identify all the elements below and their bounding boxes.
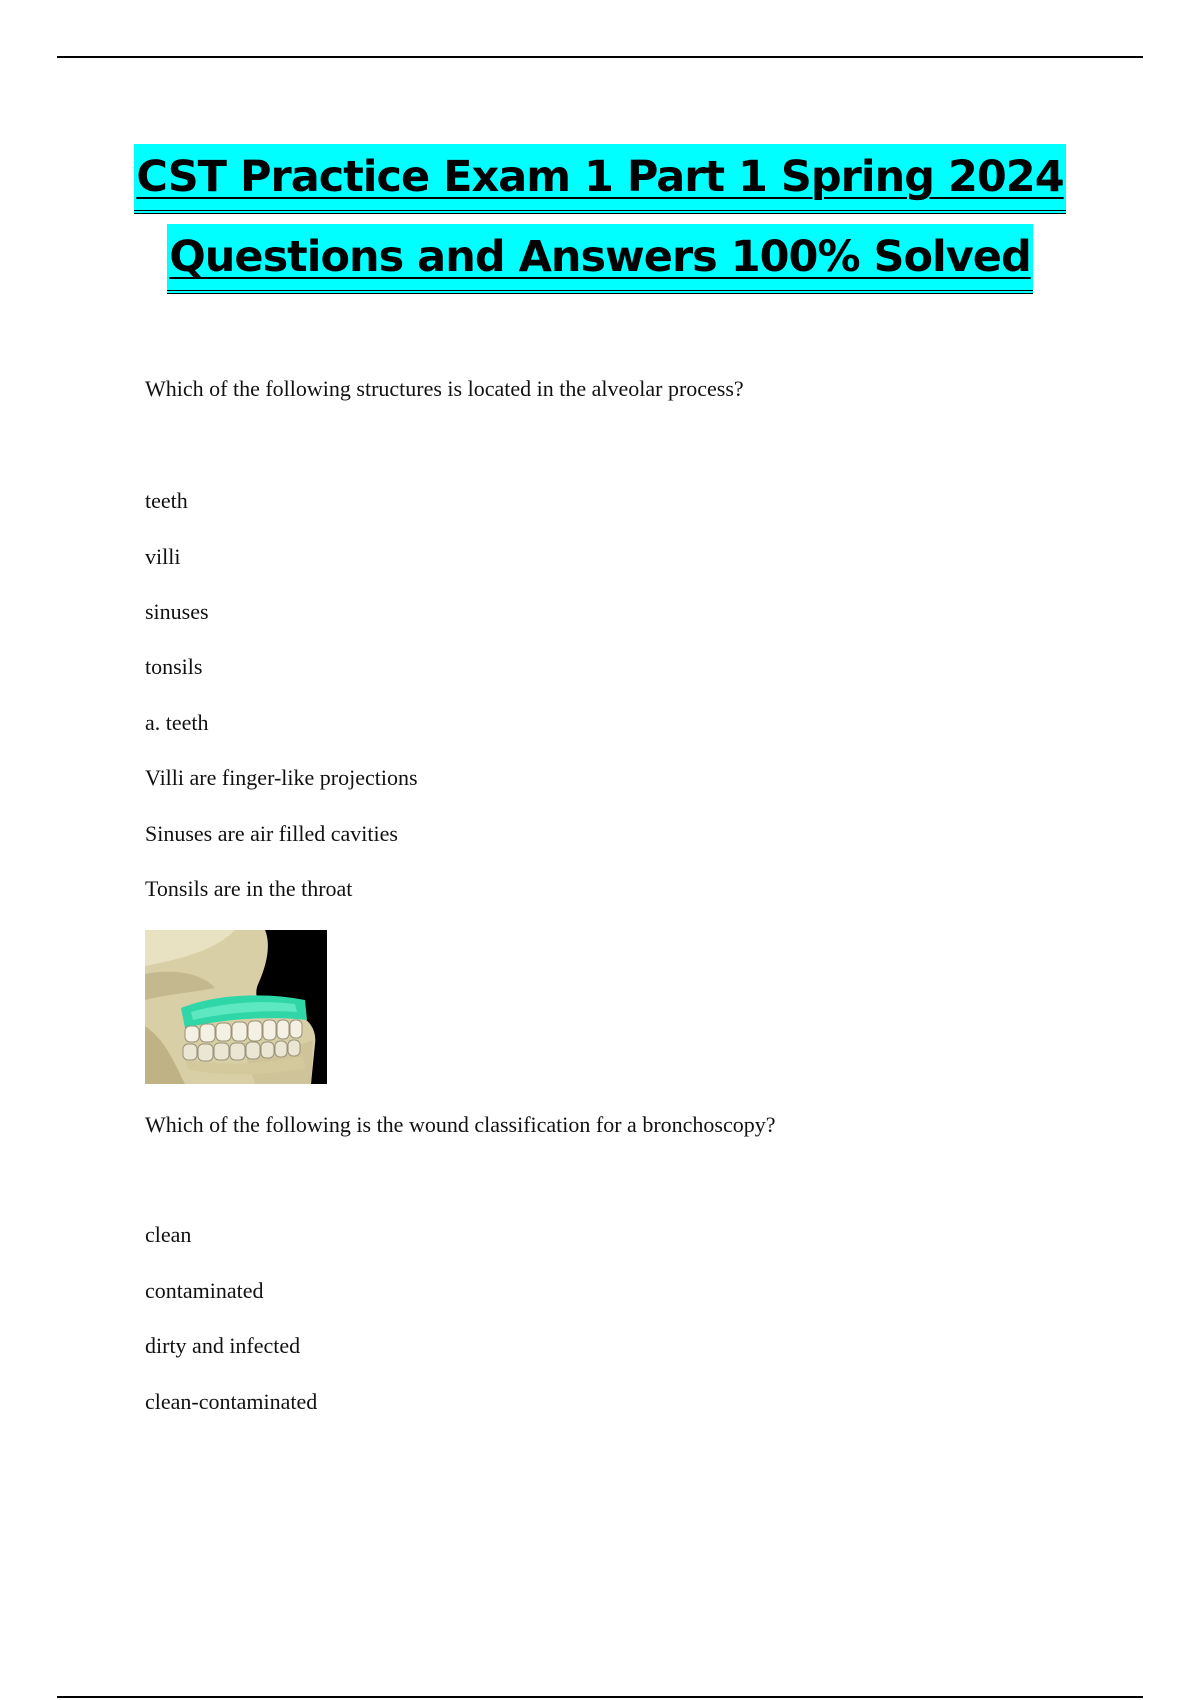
question-2-option-2: contaminated bbox=[145, 1278, 264, 1303]
question-1-option-4: tonsils bbox=[145, 654, 203, 679]
question-1-prompt: Which of the following structures is located in the alveolar process? bbox=[145, 376, 744, 401]
question-1-rationale-3: Tonsils are in the throat bbox=[145, 876, 353, 901]
bottom-rule bbox=[57, 1696, 1143, 1698]
question-2-option-1: clean bbox=[145, 1222, 192, 1247]
title-line-2: Questions and Answers 100% Solved bbox=[167, 224, 1033, 294]
document-title bbox=[0, 140, 1200, 300]
skull-teeth-image bbox=[145, 930, 327, 1084]
question-2-option-4: clean-contaminated bbox=[145, 1389, 318, 1414]
question-2-option-3: dirty and infected bbox=[145, 1333, 301, 1358]
title-line-1: CST Practice Exam 1 Part 1 Spring 2024 bbox=[134, 144, 1065, 214]
question-1-option-1: teeth bbox=[145, 488, 188, 513]
question-1-option-2: villi bbox=[145, 544, 181, 569]
skull-teeth-illustration bbox=[145, 930, 327, 1084]
question-1-rationale-2: Sinuses are air filled cavities bbox=[145, 821, 398, 846]
question-1-rationale-1: Villi are finger-like projections bbox=[145, 765, 418, 790]
question-1-option-3: sinuses bbox=[145, 599, 209, 624]
question-1-answer: a. teeth bbox=[145, 710, 209, 735]
top-rule bbox=[57, 56, 1143, 58]
question-2-prompt: Which of the following is the wound classification for a bronchoscopy? bbox=[145, 1112, 776, 1137]
